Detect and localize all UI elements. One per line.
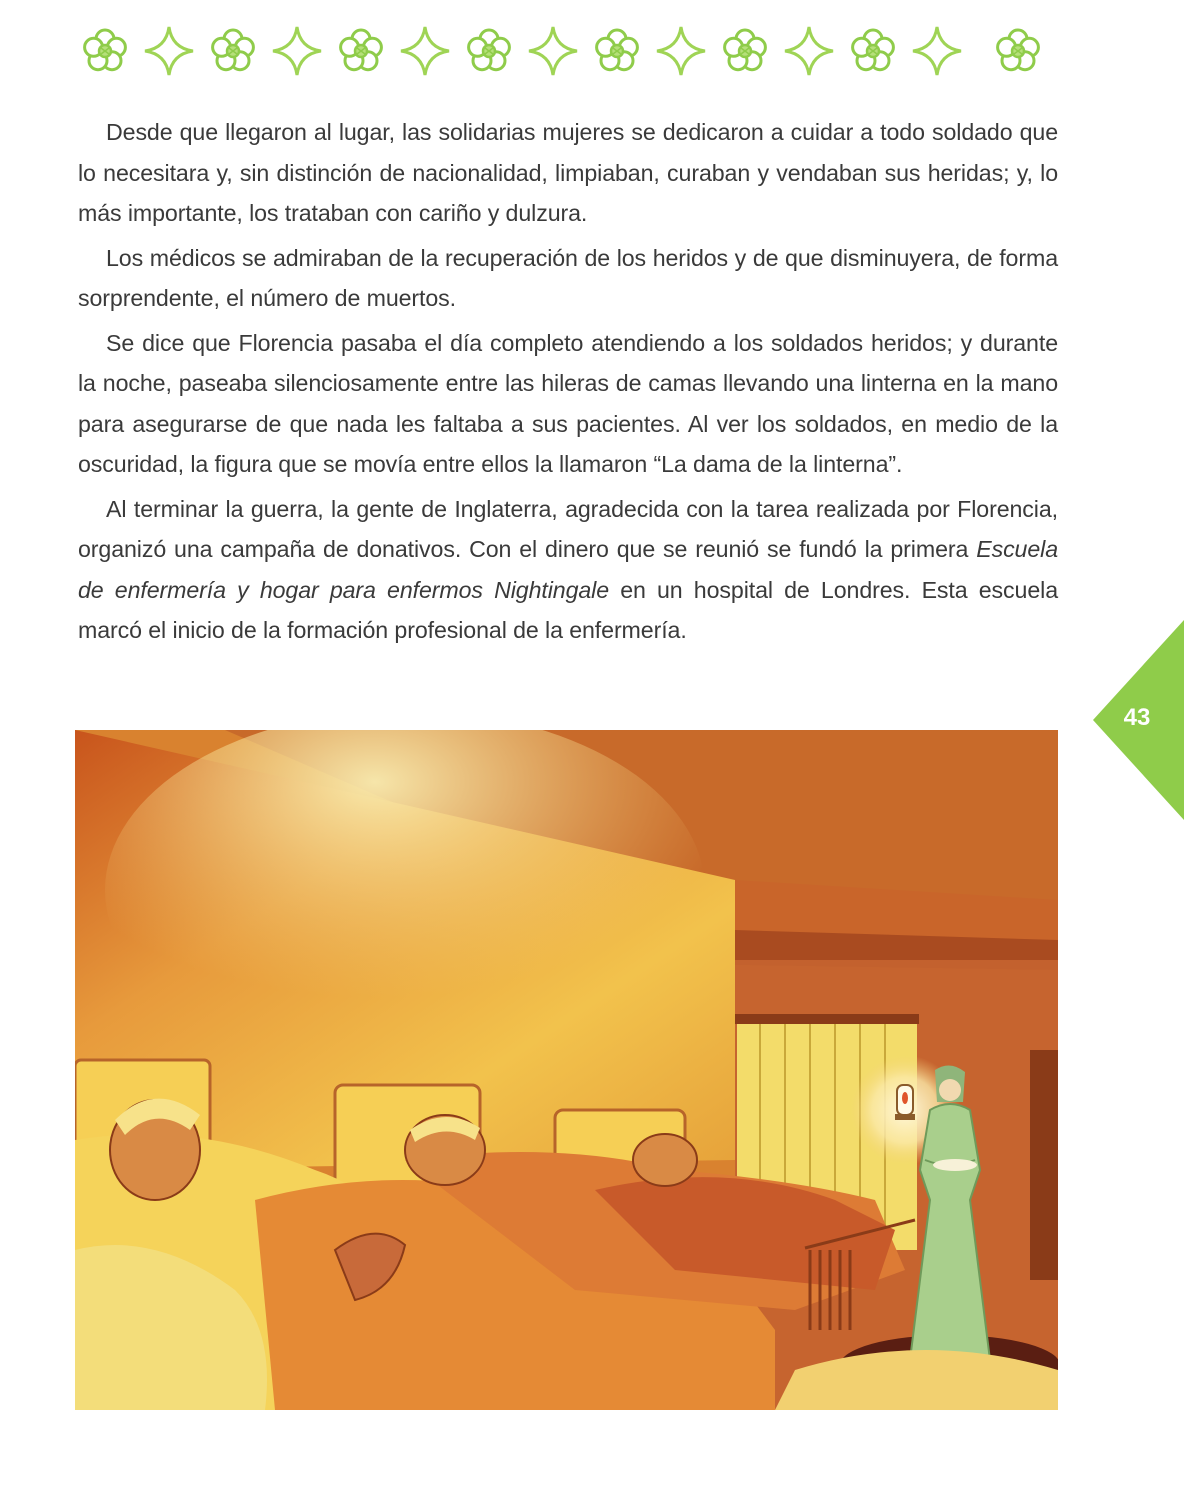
paragraph-2: Los médicos se admiraban de la recuperación de los heridos y de que disminuyera, de forma sorprendente, el número de muertos. (78, 244, 1058, 311)
school-name: Escuela de enfermería y hogar para enfermos Nightingale (78, 536, 1058, 603)
flower-icon (85, 30, 126, 70)
illustration-hospital-ward (75, 730, 1058, 1410)
flower-icon (469, 30, 510, 70)
sparkle-icon (785, 27, 833, 75)
sparkle-icon (145, 27, 193, 75)
sparkle-icon (273, 27, 321, 75)
flower-icon (597, 30, 638, 70)
paragraph-4-end: en un hospital de Londres. Esta escuela marcó el inicio de la formación profesional de la enfermería. (78, 576, 1058, 643)
page-number: 43 (1123, 704, 1151, 731)
paragraph-4 (78, 489, 1058, 651)
sparkle-icon (529, 27, 577, 75)
flower-icon (998, 30, 1039, 70)
sparkle-icon (913, 27, 961, 75)
lantern-icon (895, 1085, 915, 1120)
paragraph-1: Desde que llegaron al lugar, las solidarias mujeres se dedicaron a cuidar a todo soldado que lo necesitara y, sin distinción de nacionalidad, limpiaban, curaban y vendaban sus heridas; y, lo más importante, los trataban con cariño y dulzura. (78, 119, 1058, 226)
story-text (78, 112, 1058, 655)
paragraph-4-start: Al terminar la guerra, la gente de Inglaterra, agradecida con la tarea realizada por Florencia, organizó una campaña de donativos. Con el dinero que se reunió se fundó la primera (78, 495, 1058, 562)
flower-icon (725, 30, 766, 70)
sparkle-icon (657, 27, 705, 75)
flower-icon (213, 30, 254, 70)
flower-icon (853, 30, 894, 70)
flower-icon (341, 30, 382, 70)
sparkle-icon (401, 27, 449, 75)
decorative-border (78, 20, 1063, 82)
paragraph-3: Se dice que Florencia pasaba el día completo atendiendo a los soldados heridos; y durante la noche, paseaba silenciosamente entre las hileras de camas llevando una linterna en la mano para asegurarse de que nada les faltaba a sus pacientes. Al ver los soldados, en medio de la oscuridad, la figura que se movía entre ellos la llamaron “La dama de la linterna”. (78, 329, 1058, 477)
